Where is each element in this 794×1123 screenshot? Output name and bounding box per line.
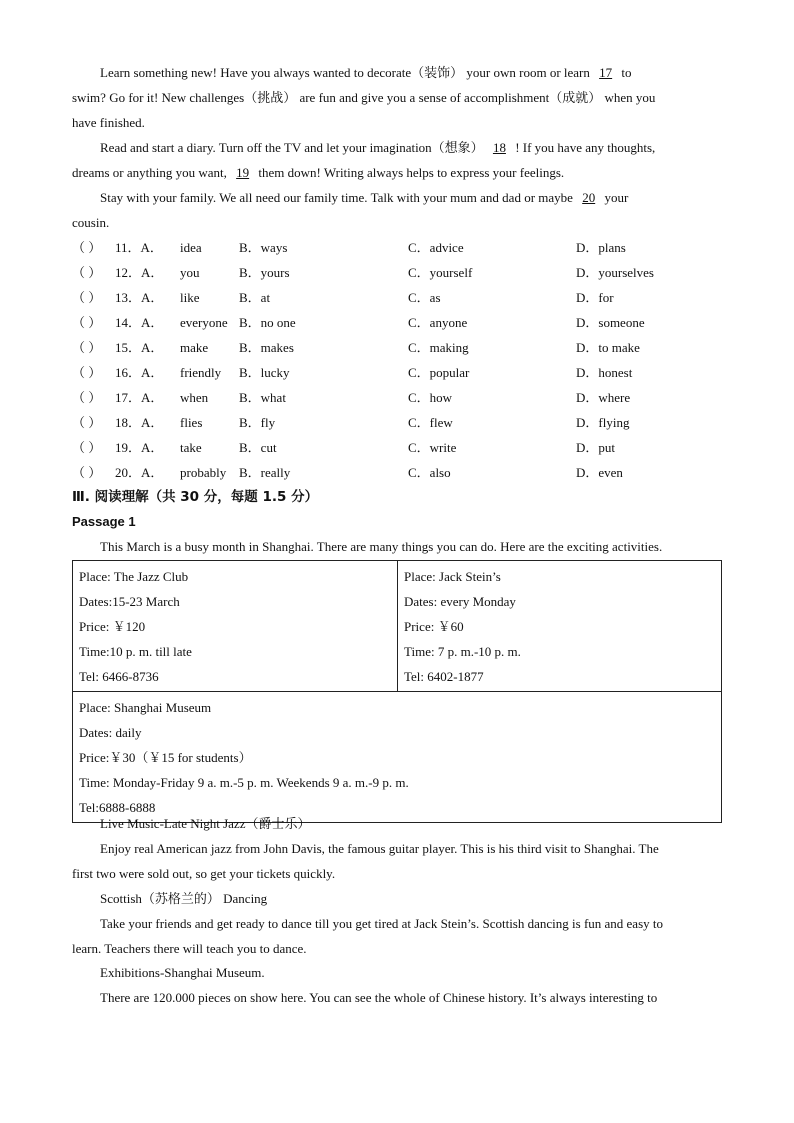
question-number: 11．A． [115, 240, 163, 255]
cloze-text: Learn something new! Have you always wanted to decorate（装饰） your own room or learn [100, 65, 594, 80]
question-row [72, 265, 724, 281]
question-row [72, 290, 724, 306]
question-number: 20．A． [115, 465, 164, 480]
option-b: B．no one [239, 315, 296, 330]
option-c: C．anyone [408, 315, 468, 330]
question-number: 17．A． [115, 390, 164, 405]
option-b: B．what [239, 390, 286, 405]
blank-17: 17 [599, 65, 613, 80]
cloze-paragraph-3-line-2: cousin. [72, 215, 110, 230]
option-d: D．plans [576, 240, 626, 255]
option-c: C．making [408, 340, 469, 355]
option-c: C．flew [408, 415, 453, 430]
cloze-paragraph-1-line-1 [100, 65, 632, 81]
jazz-place: Place: The Jazz Club [79, 569, 189, 584]
exhibition-article-line-1: There are 120.000 pieces on show here. You can see the whole of Chinese history. It’s always interesting to [100, 990, 658, 1005]
answer-paren[interactable]: （ ） [72, 290, 102, 305]
cloze-text: to [618, 65, 632, 80]
answer-paren[interactable]: （ ） [72, 365, 102, 380]
cloze-paragraph-1-line-2: swim? Go for it! New challenges（挑战） are fun and give you a sense of accomplishment（成就） when you [72, 90, 656, 105]
cloze-paragraph-1-line-3: have finished. [72, 115, 145, 130]
cloze-text: ! If you have any thoughts, [511, 140, 656, 155]
option-a: friendly [180, 365, 222, 380]
jack-steins-cell [398, 561, 722, 692]
question-row [72, 240, 724, 256]
option-a: when [180, 390, 209, 405]
cloze-text: Read and start a diary. Turn off the TV and let your imagination（想象） [100, 140, 487, 155]
option-d: D．even [576, 465, 623, 480]
question-number: 18．A． [115, 415, 164, 430]
option-b: B．yours [239, 265, 290, 280]
exhibition-article-title: Exhibitions-Shanghai Museum. [100, 965, 265, 980]
museum-tel: Tel:6888-6888 [79, 800, 156, 815]
question-row [72, 415, 724, 431]
jazz-article-title: Live Music-Late Night Jazz（爵士乐） [100, 816, 311, 831]
option-a: flies [180, 415, 203, 430]
cloze-paragraph-3-line-1 [100, 190, 628, 206]
jazz-time: Time:10 p. m. till late [79, 644, 192, 659]
option-d: D．where [576, 390, 631, 405]
question-row [72, 465, 724, 481]
option-b: B．ways [239, 240, 288, 255]
stein-price: Price: ￥60 [404, 619, 464, 634]
option-d: D．yourselves [576, 265, 654, 280]
option-a: take [180, 440, 202, 455]
blank-19: 19 [236, 165, 250, 180]
question-number: 12．A． [115, 265, 164, 280]
question-row [72, 390, 724, 406]
option-b: B．at [239, 290, 271, 305]
museum-time: Time: Monday-Friday 9 a. m.-5 p. m. Weekends 9 a. m.-9 p. m. [79, 775, 409, 790]
option-c: C．popular [408, 365, 470, 380]
shanghai-museum-cell [73, 692, 722, 823]
option-c: C．as [408, 290, 441, 305]
museum-dates: Dates: daily [79, 725, 142, 740]
option-b: B．makes [239, 340, 294, 355]
blank-20: 20 [582, 190, 596, 205]
section-title: Ⅲ. 阅读理解（共 30 分，每题 1.5 分） [72, 489, 319, 505]
option-a: probably [180, 465, 227, 480]
option-d: D．flying [576, 415, 630, 430]
option-a: everyone [180, 315, 228, 330]
cloze-text: them down! Writing always helps to express your feelings. [255, 165, 565, 180]
question-number: 16．A． [115, 365, 164, 380]
option-b: B．really [239, 465, 291, 480]
option-d: D．honest [576, 365, 633, 380]
option-a: like [180, 290, 200, 305]
option-a: you [180, 265, 200, 280]
question-number: 13．A． [115, 290, 164, 305]
option-a: make [180, 340, 209, 355]
blank-18: 18 [492, 140, 506, 155]
answer-paren[interactable]: （ ） [72, 315, 102, 330]
stein-tel: Tel: 6402-1877 [404, 669, 484, 684]
option-b: B．fly [239, 415, 276, 430]
option-a: idea [180, 240, 202, 255]
scottish-article-line-2: learn. Teachers there will teach you to dance. [72, 941, 307, 956]
cloze-paragraph-2-line-1 [100, 140, 655, 156]
question-row [72, 440, 724, 456]
answer-paren[interactable]: （ ） [72, 340, 102, 355]
option-c: C．advice [408, 240, 464, 255]
option-b: B．cut [239, 440, 277, 455]
question-number: 15．A． [115, 340, 164, 355]
answer-paren[interactable]: （ ） [72, 390, 102, 405]
cloze-text: Stay with your family. We all need our family time. Talk with your mum and dad or maybe [100, 190, 577, 205]
cloze-text: your [601, 190, 629, 205]
option-b: B．lucky [239, 365, 290, 380]
question-row [72, 315, 724, 331]
scottish-article-line-1: Take your friends and get ready to dance till you get tired at Jack Stein’s. Scottish dancing is fun and easy to [100, 916, 663, 931]
question-row [72, 365, 724, 381]
stein-place: Place: Jack Stein’s [404, 569, 501, 584]
cloze-text: dreams or anything you want, [72, 165, 231, 180]
jazz-article-line-1: Enjoy real American jazz from John Davis, the famous guitar player. This is his third visit to Shanghai. The [100, 841, 659, 856]
jazz-article-line-2: first two were sold out, so get your tickets quickly. [72, 866, 336, 881]
option-d: D．to make [576, 340, 640, 355]
option-c: C．also [408, 465, 451, 480]
question-row [72, 340, 724, 356]
answer-paren[interactable]: （ ） [72, 465, 102, 480]
answer-paren[interactable]: （ ） [72, 240, 102, 255]
museum-price: Price:￥30（￥15 for students） [79, 750, 252, 765]
option-c: C．how [408, 390, 453, 405]
stein-time: Time: 7 p. m.-10 p. m. [404, 644, 521, 659]
option-d: D．put [576, 440, 616, 455]
events-table [72, 560, 722, 823]
cloze-paragraph-2-line-2 [72, 165, 564, 181]
answer-paren[interactable]: （ ） [72, 440, 102, 455]
museum-place: Place: Shanghai Museum [79, 700, 212, 715]
question-number: 14．A． [115, 315, 164, 330]
option-c: C．write [408, 440, 457, 455]
answer-paren[interactable]: （ ） [72, 265, 102, 280]
jazz-dates: Dates:15-23 March [79, 594, 180, 609]
scottish-article-title: Scottish（苏格兰的） Dancing [100, 891, 268, 906]
jazz-tel: Tel: 6466-8736 [79, 669, 159, 684]
option-c: C．yourself [408, 265, 473, 280]
stein-dates: Dates: every Monday [404, 594, 516, 609]
passage-intro: This March is a busy month in Shanghai. There are many things you can do. Here are the exciting activities. [100, 539, 663, 554]
jazz-club-cell [73, 561, 398, 692]
question-number: 19．A． [115, 440, 164, 455]
passage-title: Passage 1 [72, 514, 136, 529]
option-d: D．someone [576, 315, 645, 330]
jazz-price: Price: ￥120 [79, 619, 146, 634]
option-d: D．for [576, 290, 614, 305]
answer-paren[interactable]: （ ） [72, 415, 102, 430]
